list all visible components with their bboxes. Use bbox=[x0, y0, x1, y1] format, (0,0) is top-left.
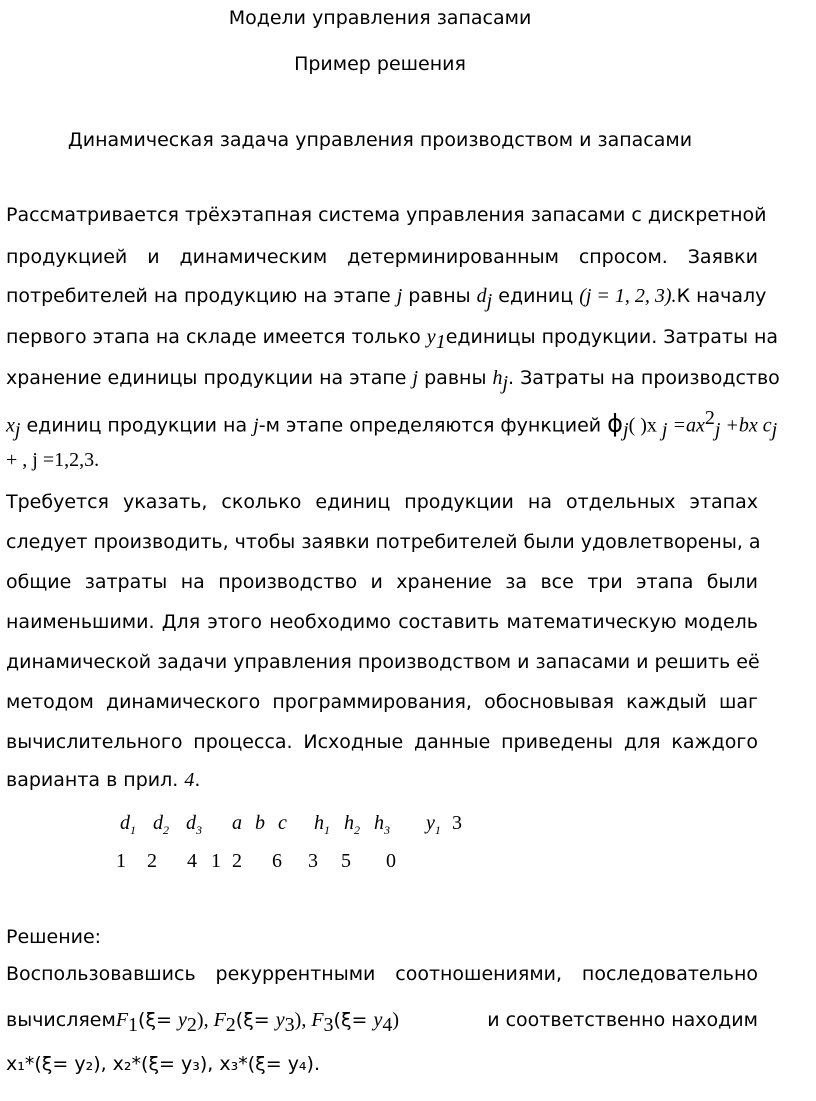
text-fragment: (ξ= bbox=[138, 1009, 179, 1031]
math-sub: j bbox=[14, 419, 21, 442]
text-fragment: . Затраты на производство bbox=[508, 367, 780, 389]
para2-line8 bbox=[6, 768, 200, 792]
table-value: 2 bbox=[232, 850, 242, 872]
para2-line6: методом динамического программирования, обосновывая каждый шаг bbox=[6, 691, 758, 713]
text-fragment: (ξ= bbox=[235, 1009, 276, 1031]
solution-line1: Воспользовавшись рекуррентными соотношениями, последовательно bbox=[6, 963, 758, 985]
table-header: b bbox=[255, 812, 265, 834]
para1-line5 bbox=[6, 366, 780, 395]
math-sub: 2 bbox=[225, 1013, 236, 1036]
math-y: y bbox=[426, 326, 436, 348]
para1-line1: Рассматривается трёхэтапная система управления запасами с дискретной bbox=[6, 204, 767, 226]
math-h: h bbox=[492, 367, 503, 389]
math-y: y bbox=[373, 1009, 383, 1031]
table-header: $d_3$ bbox=[186, 812, 202, 837]
table-header: $d_2$ bbox=[153, 812, 169, 837]
para2-line2: следует производить, чтобы заявки потребителей были удовлетворены, а bbox=[6, 531, 761, 553]
table-header: $h_3$ bbox=[374, 812, 390, 837]
para2-line1: Требуется указать, сколько единиц продукции на отдельных этапах bbox=[6, 491, 758, 513]
table-header: $h_1$ bbox=[314, 812, 330, 837]
para1-line6 bbox=[6, 406, 777, 442]
solution-line3: x₁*(ξ= y₂), x₂*(ξ= y₃), x₃*(ξ= y₄). bbox=[6, 1053, 321, 1075]
appendix-number: 4 bbox=[184, 769, 195, 791]
math-sub: j bbox=[623, 419, 629, 442]
table-value: 2 bbox=[147, 850, 157, 872]
math-sub: 3 bbox=[284, 1013, 295, 1036]
text-fragment: ), bbox=[196, 1009, 214, 1031]
document-subtitle: Пример решения bbox=[294, 53, 466, 75]
para2-line4: наименьшими. Для этого необходимо составить математическую модель bbox=[6, 611, 758, 633]
math-sub: j bbox=[486, 289, 493, 312]
text-fragment: единиц продукции на bbox=[20, 414, 254, 437]
math-j: j bbox=[396, 285, 403, 307]
math-formula: ( )x bbox=[628, 414, 657, 437]
table-value: 0 bbox=[386, 850, 396, 872]
math-sub: j bbox=[656, 419, 668, 442]
math-sub: 4 bbox=[382, 1013, 393, 1036]
math-range: (j = 1, 2, 3). bbox=[579, 285, 677, 307]
math-F: F bbox=[213, 1009, 226, 1031]
phi-symbol: ϕ bbox=[607, 409, 624, 438]
math-sub: j bbox=[502, 371, 509, 394]
math-sub: j bbox=[771, 419, 778, 442]
table-value: 3 bbox=[308, 850, 318, 872]
table-value: 5 bbox=[341, 850, 351, 872]
para1-line7: + , j =1,2,3. bbox=[6, 449, 100, 471]
math-y: y bbox=[275, 1009, 285, 1031]
solution-line2 bbox=[6, 1008, 758, 1037]
text-fragment: (ξ= bbox=[333, 1009, 374, 1031]
math-y: y bbox=[178, 1009, 187, 1031]
math-sub: 2 bbox=[186, 1013, 197, 1036]
text-fragment: первого этапа на складе имеется только bbox=[6, 326, 427, 348]
math-sub: 3 bbox=[323, 1013, 334, 1036]
text-fragment: вычисляем bbox=[6, 1009, 116, 1031]
math-sub: 1 bbox=[128, 1013, 139, 1036]
para1-line3-text bbox=[6, 284, 677, 313]
table-value: 1 bbox=[116, 850, 126, 872]
text-fragment: равны bbox=[418, 367, 493, 389]
math-sub: 1 bbox=[435, 330, 446, 353]
text-fragment: ) bbox=[392, 1009, 400, 1031]
para2-line7: вычислительного процесса. Исходные данные приведены для каждого bbox=[6, 731, 758, 753]
math-d: d bbox=[476, 285, 487, 307]
text-fragment: равны bbox=[402, 285, 477, 307]
text-fragment: ), bbox=[294, 1009, 312, 1031]
math-formula: =ax bbox=[667, 414, 705, 437]
table-header: c bbox=[278, 812, 287, 834]
math-formula: +bx c bbox=[720, 414, 772, 437]
text-fragment: К началу bbox=[676, 285, 767, 307]
solution-label: Решение: bbox=[6, 926, 102, 948]
para2-line5: динамической задачи управления производством и запасами и решить её bbox=[6, 651, 760, 673]
text-fragment: варианта в прил. bbox=[6, 769, 185, 791]
table-value: 6 bbox=[272, 850, 282, 872]
text-fragment: потребителей на продукцию на этапе bbox=[6, 285, 397, 307]
math-F: F bbox=[115, 1009, 129, 1031]
table-header: $h_2$ bbox=[344, 812, 360, 837]
text-fragment: -м этапе определяются функцией bbox=[258, 414, 608, 437]
math-j: j bbox=[253, 414, 259, 437]
text-fragment: единиц bbox=[492, 285, 580, 307]
section-heading: Динамическая задача управления производством и запасами bbox=[67, 129, 693, 151]
math-F: F bbox=[311, 1009, 324, 1031]
text-fragment: хранение единицы продукции на этапе bbox=[6, 367, 413, 389]
math-j: j bbox=[412, 367, 419, 389]
text-fragment: единицы продукции. Затраты на bbox=[445, 326, 779, 348]
math-sup: 2 bbox=[704, 407, 715, 429]
table-value: 4 bbox=[187, 850, 197, 872]
table-value: 1 bbox=[211, 850, 221, 872]
table-header: $y_1$ bbox=[426, 812, 441, 837]
text-fragment: . bbox=[194, 769, 201, 791]
math-x: x bbox=[6, 414, 15, 437]
table-header: $d_1$ bbox=[120, 812, 136, 837]
text-fragment: и соответственно находим bbox=[487, 1009, 758, 1031]
document-title: Модели управления запасами bbox=[228, 7, 532, 29]
math-sub: j bbox=[714, 419, 721, 442]
table-header-tail: 3 bbox=[452, 812, 462, 834]
para2-line3: общие затраты на производство и хранение за все три этапа были bbox=[6, 571, 758, 593]
table-header: a bbox=[232, 812, 242, 834]
para1-line4 bbox=[6, 325, 779, 354]
para1-line3 bbox=[6, 284, 767, 313]
para1-line2: продукцией и динамическим детерминированным спросом. Заявки bbox=[6, 246, 758, 268]
